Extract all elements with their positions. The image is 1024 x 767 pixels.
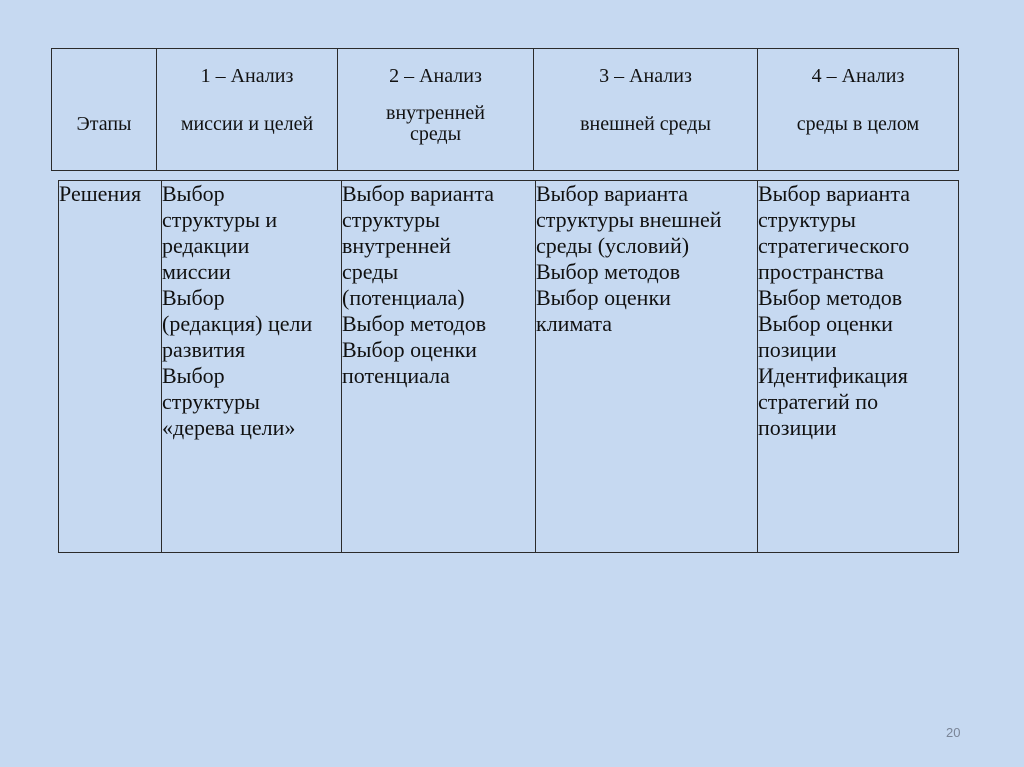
decision-text-4: Выбор варианта структуры стратегического пространства Выбор методов Выбор оценки позиции Идентификация стратегий по позиции	[758, 181, 910, 440]
stage-label: Этапы	[76, 113, 132, 135]
decision-cell-2	[342, 181, 536, 553]
header-cell-4	[758, 49, 959, 171]
decision-cell-1	[162, 181, 342, 553]
header-col-1-line1: 1 – Анализ	[200, 65, 294, 87]
header-row	[52, 49, 959, 171]
decision-cell-3	[536, 181, 758, 553]
row-label-decisions: Решения	[59, 181, 142, 206]
decisions-row	[59, 181, 959, 553]
header-col-3-line1: 3 – Анализ	[599, 65, 692, 87]
header-cell-2	[338, 49, 534, 171]
header-col-4-line1: 4 – Анализ	[811, 65, 905, 87]
header-cell-stages	[52, 49, 157, 171]
row-label-cell	[59, 181, 162, 553]
header-cell-1	[157, 49, 338, 171]
decision-text-1: Выбор структуры и редакции миссии Выбор (редакция) цели развития Выбор структуры «дерева цели»	[162, 181, 313, 440]
decision-text-2: Выбор варианта структуры внутренней среды (потенциала) Выбор методов Выбор оценки потенциала	[342, 181, 494, 388]
header-col-2-line2: внутренней среды	[386, 102, 485, 145]
header-col-1-line2: миссии и целей	[180, 113, 314, 135]
header-col-2-line1: 2 – Анализ	[389, 65, 482, 87]
decisions-table	[58, 180, 959, 553]
slide-number: 20	[946, 725, 961, 740]
header-col-3-line2: внешней среды	[580, 113, 711, 135]
header-cell-3	[534, 49, 758, 171]
decision-text-3: Выбор варианта структуры внешней среды (условий) Выбор методов Выбор оценки климата	[536, 181, 722, 336]
stages-header-table	[51, 48, 959, 171]
decision-cell-4	[758, 181, 959, 553]
header-col-4-line2: среды в целом	[796, 113, 920, 135]
